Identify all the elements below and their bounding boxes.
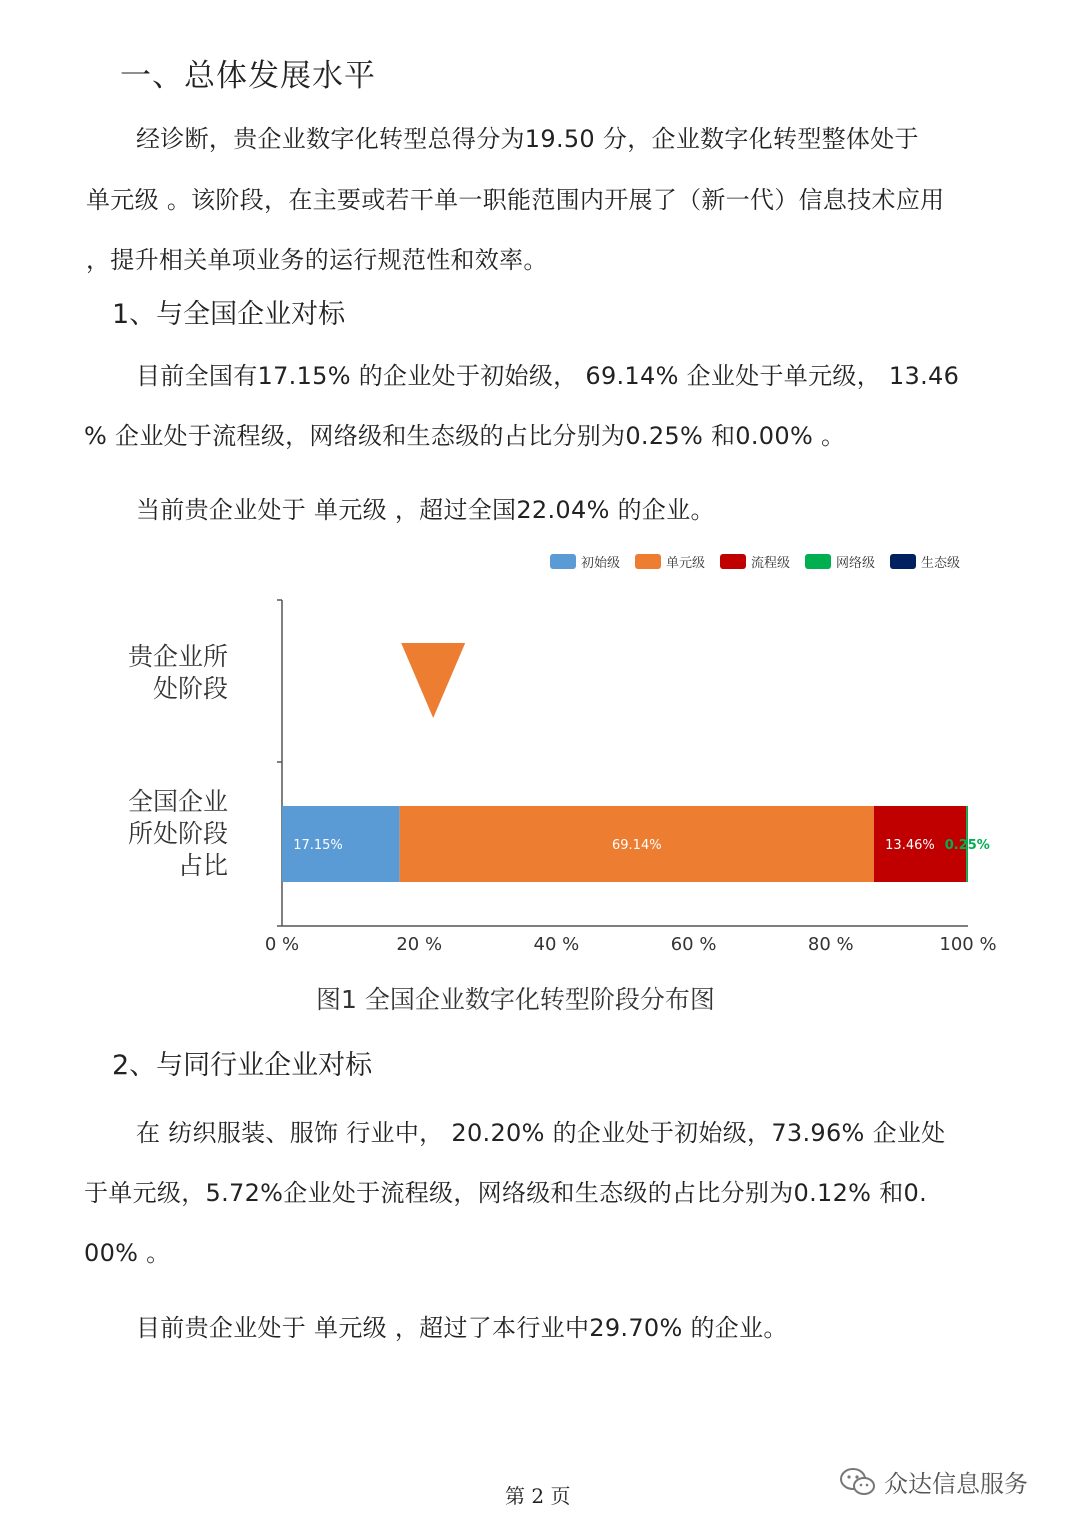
bar-data-label: 17.15% bbox=[293, 838, 343, 853]
category-label: 占比 bbox=[177, 851, 228, 880]
intro-line-2: 单元级 。该阶段，在主要或若干单一职能范围内开展了（新一代）信息技术应用 bbox=[86, 186, 945, 214]
company-stage-marker bbox=[401, 643, 465, 718]
x-tick-label: 0 % bbox=[264, 934, 300, 955]
bar-data-label: 69.14% bbox=[612, 838, 662, 853]
bar-data-label: 0.25% bbox=[944, 838, 990, 853]
watermark-text: 众达信息服务 bbox=[884, 1470, 1028, 1498]
legend-label: 生态级 bbox=[921, 556, 961, 571]
legend-swatch bbox=[550, 554, 576, 569]
section1-title: 1、与全国企业对标 bbox=[112, 299, 346, 330]
legend-label: 单元级 bbox=[666, 556, 706, 571]
legend-swatch bbox=[890, 554, 916, 569]
page-number: 第 2 页 bbox=[505, 1484, 571, 1508]
legend-label: 初始级 bbox=[581, 556, 621, 571]
category-label: 所处阶段 bbox=[127, 819, 228, 848]
category-label: 全国企业 bbox=[127, 787, 228, 816]
section2-para-line-3: 00% 。 bbox=[84, 1239, 171, 1267]
x-tick-label: 80 % bbox=[807, 934, 854, 955]
x-tick-label: 60 % bbox=[670, 934, 717, 955]
section1-para-line-2: % 企业处于流程级，网络级和生态级的占比分别为0.25% 和0.00% 。 bbox=[84, 422, 846, 450]
page-heading: 一、总体发展水平 bbox=[120, 58, 376, 94]
bar-data-label: 13.46% bbox=[885, 838, 935, 853]
x-tick-label: 40 % bbox=[533, 934, 580, 955]
legend-label: 流程级 bbox=[751, 556, 791, 571]
intro-line-1: 经诊断，贵企业数字化转型总得分为19.50 分，企业数字化转型整体处于 bbox=[136, 125, 919, 153]
section2-title: 2、与同行业企业对标 bbox=[112, 1050, 373, 1081]
figure-caption: 图1 全国企业数字化转型阶段分布图 bbox=[316, 985, 715, 1014]
category-label: 贵企业所 bbox=[127, 642, 228, 671]
x-tick-label: 100 % bbox=[939, 934, 997, 955]
legend-label: 网络级 bbox=[836, 556, 876, 571]
legend-swatch bbox=[805, 554, 831, 569]
legend-swatch bbox=[635, 554, 661, 569]
watermark bbox=[838, 1464, 1028, 1499]
intro-line-3: ，提升相关单项业务的运行规范性和效率。 bbox=[86, 246, 548, 274]
legend-swatch bbox=[720, 554, 746, 569]
wechat-icon bbox=[838, 1466, 878, 1498]
x-tick-label: 20 % bbox=[396, 934, 443, 955]
section2-para-line-1: 在 纺织服装、服饰 行业中， 20.20% 的企业处于初始级，73.96% 企业处 bbox=[136, 1119, 946, 1147]
category-label: 处阶段 bbox=[152, 674, 228, 703]
section2-para-line-2: 于单元级，5.72%企业处于流程级，网络级和生态级的占比分别为0.12% 和0. bbox=[84, 1179, 928, 1207]
section1-current: 当前贵企业处于 单元级 ，超过全国22.04% 的企业。 bbox=[136, 496, 715, 524]
stage-distribution-chart bbox=[0, 540, 1080, 960]
section1-para-line-1: 目前全国有17.15% 的企业处于初始级， 69.14% 企业处于单元级， 13.46 bbox=[136, 362, 960, 390]
section2-current: 目前贵企业处于 单元级 ，超过了本行业中29.70% 的企业。 bbox=[136, 1314, 788, 1342]
